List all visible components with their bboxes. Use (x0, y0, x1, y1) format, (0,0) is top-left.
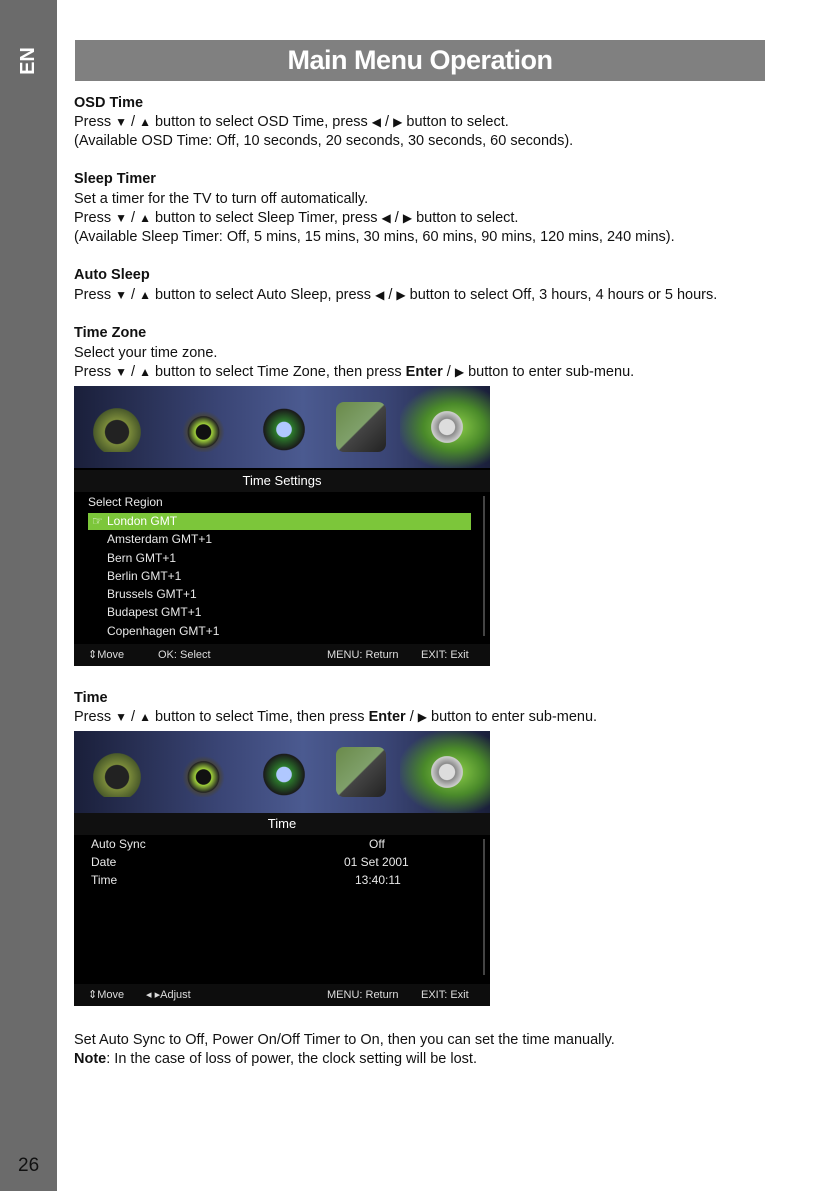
pointer-icon: ☞ (92, 514, 103, 528)
adjust-hint: ◂ ▸ Adjust (146, 989, 191, 1001)
settings-gear-icon[interactable] (422, 402, 472, 452)
time-label: Time (91, 873, 118, 887)
exit-hint: EXIT: Exit (421, 649, 469, 661)
region-item[interactable]: Berlin GMT+1 (107, 569, 182, 583)
lock-icon[interactable] (336, 747, 386, 797)
note-line: Note: In the case of loss of power, the clock setting will be lost. (74, 1051, 477, 1067)
time-panel (74, 835, 490, 983)
time-screen (74, 731, 490, 1006)
movie-icon[interactable] (259, 747, 309, 797)
sidebar (0, 0, 57, 1191)
movie-icon[interactable] (259, 402, 309, 452)
move-hint: ⇕ Move (88, 989, 125, 1001)
auto-sleep-heading: Auto Sleep (74, 267, 150, 283)
osd-time-line2: (Available OSD Time: Off, 10 seconds, 20 seconds, 30 seconds, 60 seconds). (74, 133, 574, 149)
time-heading: Time (74, 690, 108, 706)
music-icon[interactable] (176, 747, 226, 797)
scrollbar[interactable] (483, 496, 485, 636)
auto-sync-value[interactable]: Off (369, 837, 385, 851)
language-tab: EN (17, 47, 39, 75)
sleep-timer-line1: Set a timer for the TV to turn off automatically. (74, 191, 369, 207)
time-zone-line2: Press ▼ / ▲ button to select Time Zone, then press Enter / ▶ button to enter sub-menu. (74, 364, 635, 380)
ok-hint: OK: Select (158, 649, 211, 661)
date-label: Date (91, 855, 117, 869)
region-panel (74, 492, 490, 642)
osd-time-line1: Press ▼ / ▲ button to select OSD Time, press ◀ / ▶ button to select. (74, 114, 509, 130)
screen-title: Time Settings (74, 470, 490, 492)
sleep-timer-line2: Press ▼ / ▲ button to select Sleep Timer, press ◀ / ▶ button to select. (74, 210, 519, 226)
lock-icon[interactable] (336, 402, 386, 452)
page-number: 26 (18, 1155, 40, 1176)
menu-hint: MENU: Return (327, 989, 399, 1001)
settings-gear-icon[interactable] (422, 747, 472, 797)
auto-sleep-line1: Press ▼ / ▲ button to select Auto Sleep, press ◀ / ▶ button to select Off, 3 hours, 4 hours or 5 hours. (74, 287, 718, 303)
time-line1: Press ▼ / ▲ button to select Time, then press Enter / ▶ button to enter sub-menu. (74, 709, 598, 725)
menu-hint: MENU: Return (327, 649, 399, 661)
time-zone-heading: Time Zone (74, 325, 147, 341)
exit-hint: EXIT: Exit (421, 989, 469, 1001)
music-icon[interactable] (176, 402, 226, 452)
move-hint: ⇕ Move (88, 649, 125, 661)
time-settings-screen (74, 386, 490, 666)
photo-icon[interactable] (92, 402, 142, 452)
page-title: Main Menu Operation (75, 40, 765, 81)
region-item[interactable]: Budapest GMT+1 (107, 605, 202, 619)
select-region-label: Select Region (88, 495, 163, 509)
sleep-timer-heading: Sleep Timer (74, 171, 156, 187)
region-item[interactable]: London GMT (107, 514, 178, 528)
region-item[interactable]: Amsterdam GMT+1 (107, 532, 213, 546)
region-item[interactable]: Brussels GMT+1 (107, 587, 197, 601)
screen-title: Time (74, 813, 490, 835)
sleep-timer-line3: (Available Sleep Timer: Off, 5 mins, 15 mins, 30 mins, 60 mins, 90 mins, 120 mins, 240 mins). (74, 229, 675, 245)
screen-footer (74, 984, 490, 1006)
date-value[interactable]: 01 Set 2001 (344, 855, 409, 869)
auto-sync-label: Auto Sync (91, 837, 146, 851)
closing-line: Set Auto Sync to Off, Power On/Off Timer to On, then you can set the time manually. (74, 1032, 615, 1048)
time-value[interactable]: 13:40:11 (355, 873, 401, 887)
photo-icon[interactable] (92, 747, 142, 797)
screen-footer (74, 644, 490, 666)
time-zone-line1: Select your time zone. (74, 345, 218, 361)
scrollbar[interactable] (483, 839, 485, 975)
region-item[interactable]: Copenhagen GMT+1 (107, 624, 220, 638)
region-item[interactable]: Bern GMT+1 (107, 551, 177, 565)
osd-time-heading: OSD Time (74, 95, 144, 111)
